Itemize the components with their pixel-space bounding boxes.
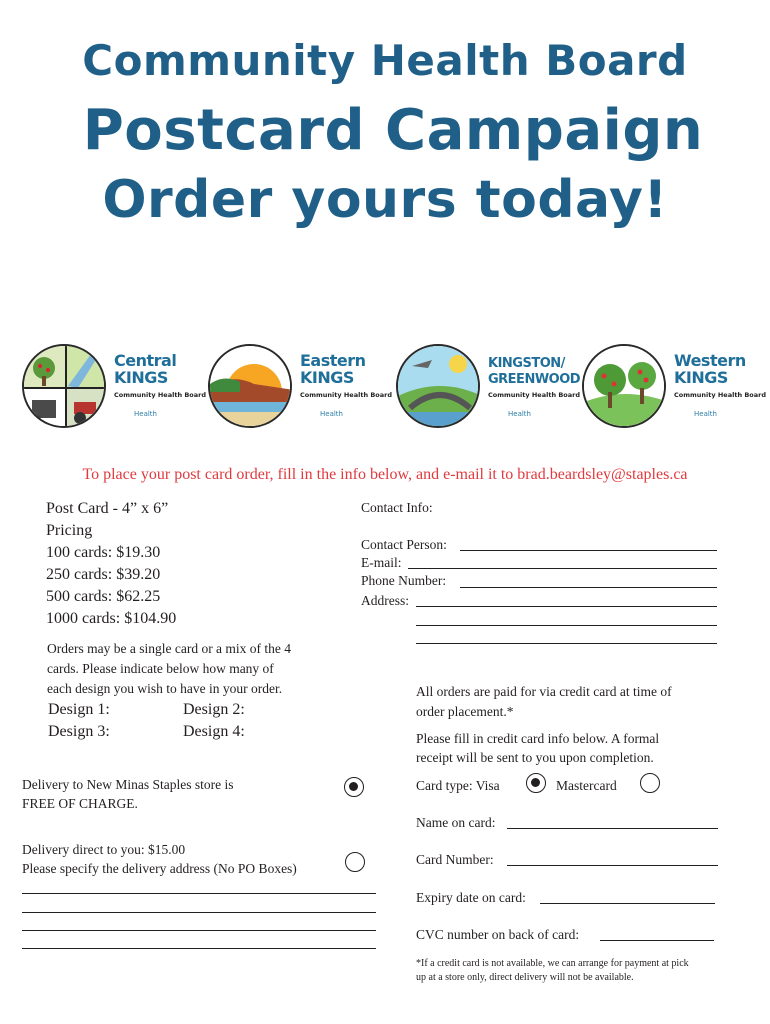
delivery-address-line-4[interactable]: [22, 948, 376, 949]
logo-kingston-greenwood: [396, 344, 581, 439]
price-tier: 100 cards: $19.30: [46, 544, 161, 561]
pricing-heading: Pricing: [46, 522, 93, 539]
store-delivery-label: FREE OF CHARGE.: [22, 796, 138, 811]
western-kings-emblem-icon: [582, 344, 666, 428]
order-instructions: To place your post card order, fill in the info below, and e-mail it to brad.beardsley@staples.ca: [82, 466, 688, 483]
western-kings-subtitle: Community Health Board: [674, 391, 766, 399]
health-wave-logo: Health: [694, 410, 717, 418]
payment-info: order placement.*: [416, 704, 514, 719]
expiry-label: Expiry date on card:: [416, 890, 526, 905]
health-wave-logo: Health: [134, 410, 157, 418]
mastercard-radio[interactable]: [640, 773, 660, 793]
address-field-line-3[interactable]: [416, 643, 717, 644]
central-kings-title: Central KINGS: [114, 351, 177, 387]
design-1-label: Design 1:: [48, 701, 110, 718]
direct-delivery-label: Delivery direct to you: $15.00: [22, 842, 186, 857]
eastern-kings-emblem-icon: [208, 344, 292, 428]
health-wave-logo: Health: [320, 410, 343, 418]
kingston-greenwood-emblem-icon: [396, 344, 480, 428]
visa-radio[interactable]: [526, 773, 546, 793]
payment-footnote: up at a store only, direct delivery will not be available.: [416, 972, 634, 983]
header-line-3: Order yours today!: [102, 170, 668, 230]
health-wave-logo: Health: [508, 410, 531, 418]
email-label: E-mail:: [361, 555, 402, 570]
logo-central-kings: [22, 344, 206, 439]
design-3-label: Design 3:: [48, 723, 110, 740]
kingston-greenwood-subtitle: Community Health Board: [488, 391, 580, 399]
price-tier: 250 cards: $39.20: [46, 566, 161, 583]
cvc-field[interactable]: [600, 940, 714, 941]
payment-info: All orders are paid for via credit card at time of: [416, 684, 672, 699]
contact-person-label: Contact Person:: [361, 537, 447, 552]
card-size: Post Card - 4” x 6”: [46, 500, 169, 517]
mastercard-label: Mastercard: [556, 778, 617, 793]
eastern-kings-subtitle: Community Health Board: [300, 391, 392, 399]
western-kings-title: Western KINGS: [674, 351, 746, 387]
name-on-card-field[interactable]: [507, 828, 718, 829]
cvc-label: CVC number on back of card:: [416, 927, 580, 942]
eastern-kings-title: Eastern KINGS: [300, 351, 366, 387]
phone-field[interactable]: [460, 587, 717, 588]
address-field-line-2[interactable]: [416, 625, 717, 626]
central-kings-emblem-icon: [22, 344, 106, 428]
contact-heading: Contact Info:: [361, 500, 433, 515]
header-line-1: Community Health Board: [82, 36, 688, 85]
logo-eastern-kings: [208, 344, 392, 439]
direct-delivery-label: Please specify the delivery address (No PO Boxes): [22, 861, 297, 876]
logo-western-kings: [582, 344, 766, 439]
expiry-field[interactable]: [540, 903, 715, 904]
email-field[interactable]: [408, 568, 717, 569]
payment-info: receipt will be sent to you upon completion.: [416, 750, 654, 765]
contact-person-field[interactable]: [460, 550, 717, 551]
design-2-label: Design 2:: [183, 701, 245, 718]
card-number-label: Card Number:: [416, 852, 494, 867]
payment-info: Please fill in credit card info below. A formal: [416, 731, 660, 746]
payment-footnote: *If a credit card is not available, we can arrange for payment at pick: [416, 958, 689, 969]
card-type-label: Card type: Visa: [416, 778, 500, 793]
designs-note: each design you wish to have in your order.: [47, 681, 283, 696]
delivery-address-line-1[interactable]: [22, 893, 376, 894]
kingston-greenwood-title: KINGSTON/ GREENWOOD: [488, 356, 581, 387]
phone-label: Phone Number:: [361, 573, 447, 588]
delivery-address-line-2[interactable]: [22, 912, 376, 913]
designs-note: Orders may be a single card or a mix of the 4: [47, 641, 292, 656]
central-kings-subtitle: Community Health Board: [114, 391, 206, 399]
store-delivery-radio[interactable]: [344, 777, 364, 797]
designs-note: cards. Please indicate below how many of: [47, 661, 274, 676]
delivery-address-line-3[interactable]: [22, 930, 376, 931]
header-line-2: Postcard Campaign: [82, 98, 704, 163]
store-delivery-label: Delivery to New Minas Staples store is: [22, 777, 234, 792]
price-tier: 500 cards: $62.25: [46, 588, 161, 605]
name-on-card-label: Name on card:: [416, 815, 496, 830]
direct-delivery-radio[interactable]: [345, 852, 365, 872]
design-4-label: Design 4:: [183, 723, 245, 740]
price-tier: 1000 cards: $104.90: [46, 610, 177, 627]
address-label: Address:: [361, 593, 409, 608]
card-number-field[interactable]: [507, 865, 718, 866]
address-field-line-1[interactable]: [416, 606, 717, 607]
